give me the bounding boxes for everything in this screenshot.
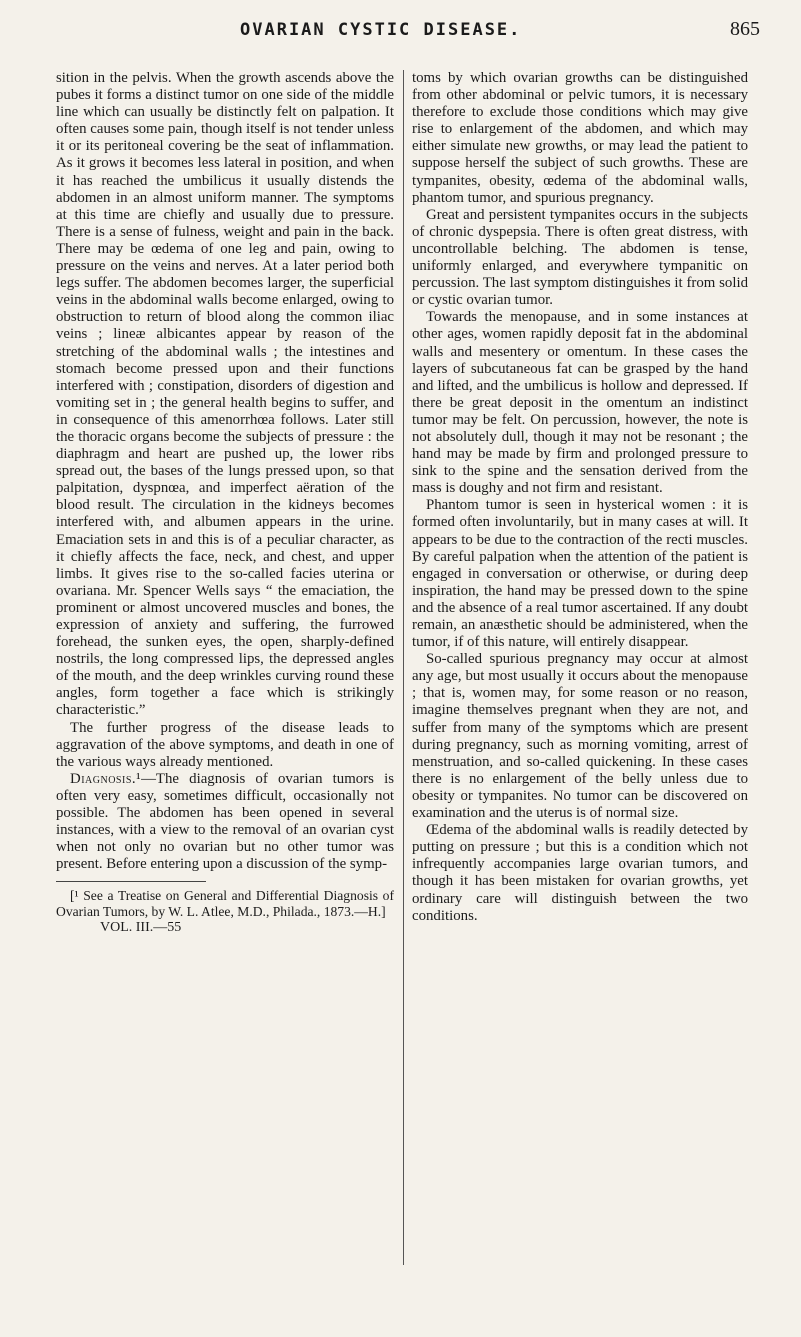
page-number: 865: [730, 18, 760, 40]
paragraph: toms by which ovarian growths can be distinguished from other abdominal or pelvic tumors, it is necessary therefore to exclude those conditions which may give rise to enlargement of the abdomen, and which may either simulate new growths, or may lead the patient to suppose herself the subject of such growths. These are tympanites, obesity, œdema of the abdominal walls, phantom tumor, and spurious pregnancy.: [412, 70, 748, 206]
footnote-divider: [56, 881, 206, 882]
running-title: OVARIAN CYSTIC DISEASE.: [240, 20, 522, 40]
column-divider: [403, 70, 404, 1265]
paragraph: sition in the pelvis. When the growth ascends above the pubes it forms a distinct tumor on one side of the middle line which can usually be distinctly felt on palpation. It often causes some pain, though itself is not tender unless it or its peritoneal covering be the seat of inflammation. As it grows it becomes less lateral in position, and when it has reached the umbilicus it usually distends the abdomen in an almost uniform manner. The symptoms at this time are chiefly and usually due to pressure. There is a sense of fulness, weight and pain in the back. There may be œdema of one leg and pain, owing to pressure on the veins and nerves. At a later period both legs suffer. The abdomen becomes larger, the superficial veins in the abdominal walls become enlarged, owing to obstruction to return of blood along the common iliac veins ; lineæ albicantes appear by reason of the stretching of the abdominal walls ; the intestines and stomach become pressed upon and their functions interfered with ; constipation, disorders of digestion and vomiting set in ; the general health begins to suffer, and in consequence of this amenorrhœa follows. Later still the thoracic organs become the subjects of pressure : the diaphragm and heart are pushed up, the lower ribs spread out, the bases of the lungs pressed upon, so that palpitation, dyspnœa, and imperfect aëration of the blood result. The circulation in the kidneys becomes interfered with, and albumen appears in the urine. Emaciation sets in and this is of a peculiar character, as it chiefly affects the face, neck, and chest, and upper limbs. It gives rise to the so-called facies uterina or ovariana. Mr. Spencer Wells says “ the emaciation, the prominent or almost uncovered muscles and bones, the expression of anxiety and suffering, the furrowed forehead, the sunken eyes, the open, sharply-defined nostrils, the long compressed lips, the depressed angles of the mouth, and the deep wrinkles curving round these angles, form together a face which is strikingly characteristic.”: [56, 70, 394, 719]
left-column: [56, 70, 394, 937]
paragraph: Towards the menopause, and in some instances at other ages, women rapidly deposit fat in the abdominal walls and mesentery or omentum. In these cases the layers of subcutaneous fat can be grasped by the hand and lifted, and the umbilicus is hollow and depressed. If there be great deposit in the omentum an indistinct tumor may be felt. On percussion, however, the note is not absolutely dull, though it may not be resonant ; the hand may be made by firm and prolonged pressure to sink to the spine and the sensation derived from the mass is doughy and not firm and resistant.: [412, 309, 748, 497]
paragraph: Phantom tumor is seen in hysterical women : it is formed often involuntarily, but in many cases at will. It appears to be due to the contraction of the recti muscles. By careful palpation when the attention of the patient is engaged in conversation or otherwise, or during deep inspiration, the hand may be pressed down to the spine and the absence of a real tumor ascertained. If any doubt remain, an anæsthetic should be administered, when the tumor, if of this nature, will entirely disappear.: [412, 497, 748, 651]
paragraph-diagnosis: [56, 771, 394, 874]
volume-signature: VOL. III.—55: [100, 920, 182, 936]
paragraph: So-called spurious pregnancy may occur at almost any age, but most usually it occurs about the menopause ; that is, women may, for some reason or no reason, imagine themselves pregnant when they are not, and suffer from many of the symptoms which are present during pregnancy, such as morning vomiting, arrest of menstruation, and so-called quickening. In these cases there is no enlargement of the belly unless due to obesity or tympanites. No tumor can be discovered on examination and the uterus is of normal size.: [412, 651, 748, 822]
right-column: [412, 70, 748, 925]
paragraph-text: —The diagnosis of ovarian tumors is often very easy, sometimes difficult, occasionally not possible. The abdomen has been opened in several instances, with a view to the removal of an ovarian cyst when not only no ovarian but no other tumor was present. Before entering upon a discussion of the symp-: [56, 770, 394, 873]
paragraph: Great and persistent tympanites occurs in the subjects of chronic dyspepsia. There is often great distress, with uncontrollable belching. The abdomen is tense, uniformly enlarged, and everywhere tympanitic on percussion. The last symptom distinguishes it from solid or cystic ovarian tumor.: [412, 206, 748, 309]
paragraph: Œdema of the abdominal walls is readily detected by putting on pressure ; but this is a condition which not infrequently accompanies large ovarian tumors, and though it has been mistaken for ovarian growths, yet ordinary care will distinguish between the two conditions.: [412, 822, 748, 924]
footnote: [¹ See a Treatise on General and Differential Diagnosis of Ovarian Tumors, by W. L. Atlee, M.D., Philada., 1873.—H.]: [56, 888, 394, 919]
section-heading: Diagnosis.¹: [70, 770, 142, 787]
page-header: [80, 20, 760, 46]
paragraph: The further progress of the disease leads to aggravation of the above symptoms, and death in one of the various ways already mentioned.: [56, 719, 394, 770]
